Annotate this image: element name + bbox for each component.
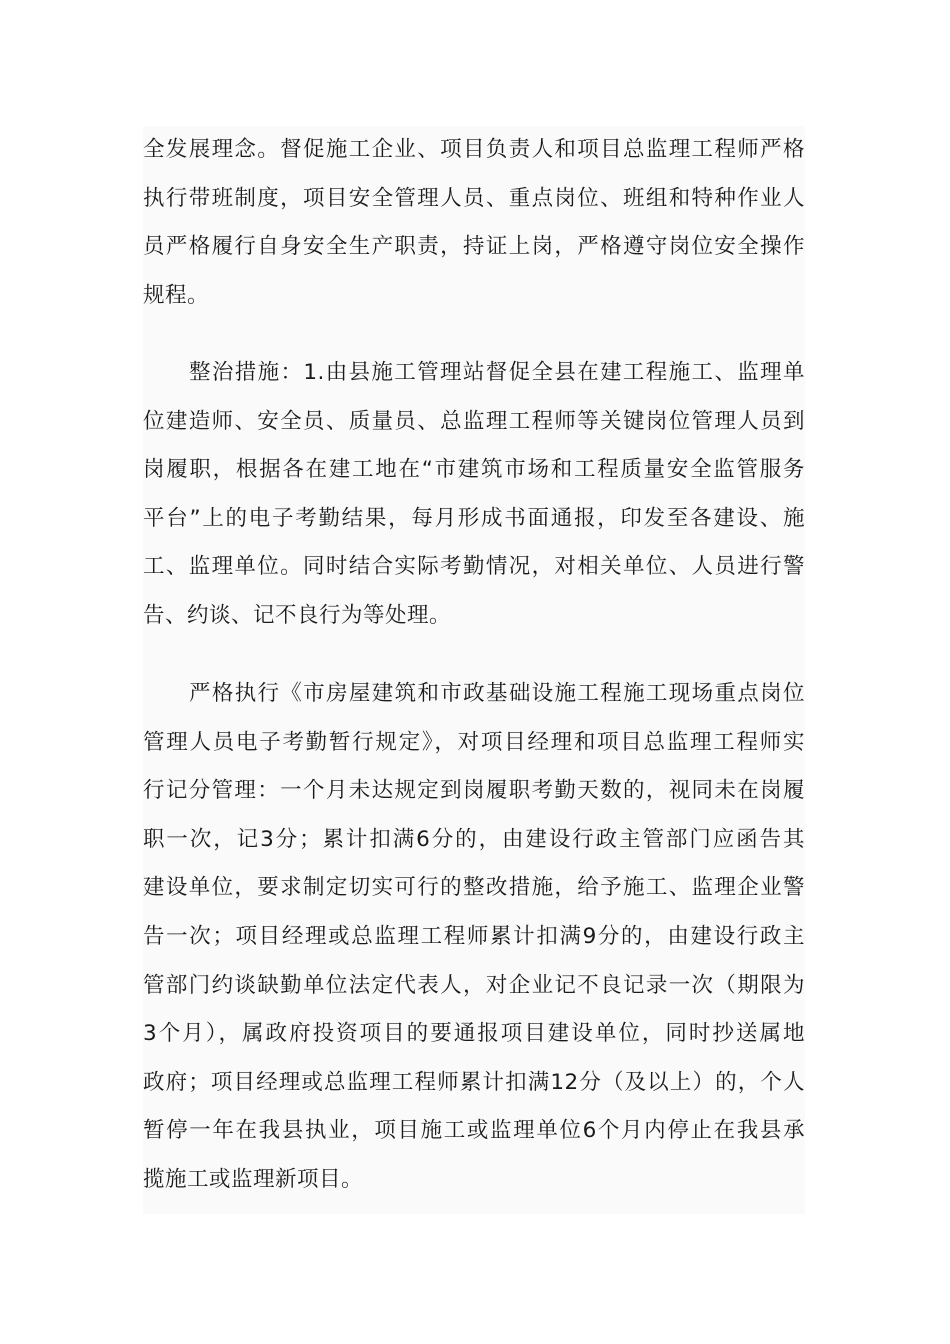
- text-line: 暂停一年在我县执业，项目施工或监理单位6个月内停止在我县承: [143, 1118, 805, 1144]
- text-line: 职一次，记3分；累计扣满6分的，由建设行政主管部门应函告其: [143, 826, 805, 852]
- text-line: 揽施工或监理新项目。: [143, 1166, 364, 1192]
- text-line: 工、监理单位。同时结合实际考勤情况，对相关单位、人员进行警: [143, 554, 805, 580]
- text-line: 整治措施：1.由县施工管理站督促全县在建工程施工、监理单: [189, 360, 805, 385]
- text-line: 管部门约谈缺勤单位法定代表人，对企业记不良记录一次（期限为: [143, 972, 805, 998]
- paragraph-rectification-measures: [143, 349, 805, 641]
- text-line: 规程。: [143, 282, 210, 308]
- text-line: 员严格履行自身安全生产职责，持证上岗，严格遵守岗位安全操作: [143, 234, 805, 260]
- text-line: 平台”上的电子考勤结果，每月形成书面通报，印发至各建设、施: [143, 505, 805, 531]
- text-line: 建设单位，要求制定切实可行的整改措施，给予施工、监理企业警: [143, 875, 805, 901]
- text-line: 行记分管理：一个月未达规定到岗履职考勤天数的，视同未在岗履: [143, 778, 805, 804]
- paragraph-safety-duties: [143, 126, 805, 320]
- text-line: 全发展理念。督促施工企业、项目负责人和项目总监理工程师严格: [143, 137, 805, 162]
- text-line: 政府；项目经理或总监理工程师累计扣满12分（及以上）的，个人: [143, 1069, 805, 1095]
- text-line: 严格执行《市房屋建筑和市政基础设施工程施工现场重点岗位: [189, 681, 805, 706]
- text-line: 管理人员电子考勤暂行规定》，对项目经理和项目总监理工程师实: [143, 729, 805, 755]
- text-line: 3个月），属政府投资项目的要通报项目建设单位，同时抄送属地: [143, 1021, 805, 1047]
- text-line: 位建造师、安全员、质量员、总监理工程师等关键岗位管理人员到: [143, 408, 805, 434]
- text-line: 执行带班制度，项目安全管理人员、重点岗位、班组和特种作业人: [143, 185, 805, 211]
- text-line: 岗履职，根据各在建工地在“市建筑市场和工程质量安全监管服务: [143, 457, 805, 483]
- document-body: [143, 126, 805, 1214]
- text-line: 告、约谈、记不良行为等处理。: [143, 602, 452, 628]
- text-line: 告一次；项目经理或总监理工程师累计扣满9分的，由建设行政主: [143, 923, 805, 949]
- paragraph-scoring-rules: [143, 670, 805, 1205]
